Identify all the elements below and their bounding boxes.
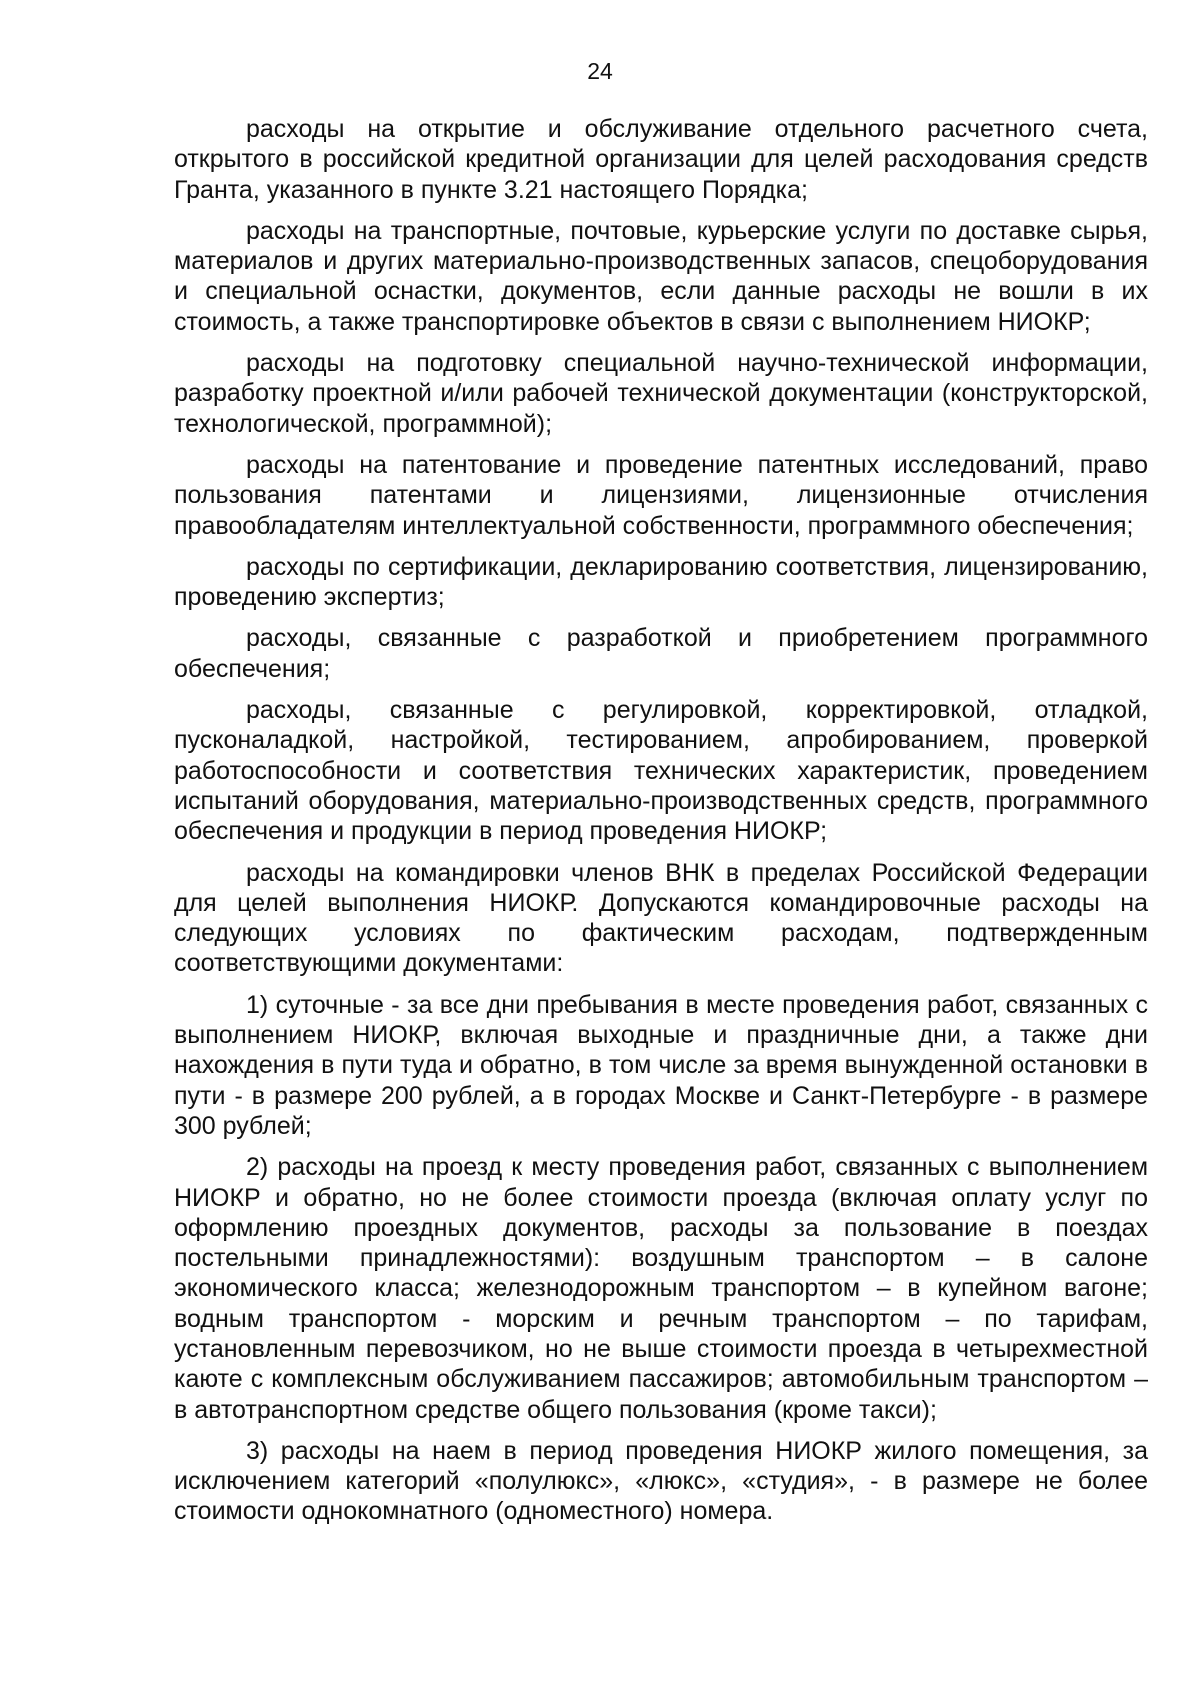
paragraph-software-expenses: расходы, связанные с разработкой и приобретением программного обеспечения;	[174, 624, 1148, 683]
paragraph-account-expenses: расходы на открытие и обслуживание отдельного расчетного счета, открытого в российской кредитной организации для целей расходования средств Гранта, указанного в пункте 3.21 настоящего Порядка;	[174, 115, 1148, 204]
paragraph-accommodation-costs: 3) расходы на наем в период проведения НИОКР жилого помещения, за исключением категорий «полулюкс», «люкс», «студия», - в размере не более стоимости однокомнатного (одноместного) номера.	[174, 1436, 1148, 1526]
paragraph-daily-allowance: 1) суточные - за все дни пребывания в месте проведения работ, связанных с выполнением НИОКР, включая выходные и праздничные дни, а также дни нахождения в пути туда и обратно, в том числе за время вынужденной остановки в пути - в размере 200 рублей, а в городах Москве и Санкт-Петербурге - в размере 300 рублей;	[174, 990, 1148, 1140]
paragraph-transport-expenses: расходы на транспортные, почтовые, курьерские услуги по доставке сырья, материалов и других материально-производственных запасов, спецоборудования и специальной оснастки, документов, если данные расходы не вошли в их стоимость, а также транспортировке объектов в связи с выполнением НИОКР;	[174, 216, 1148, 336]
paragraph-travel-costs: 2) расходы на проезд к месту проведения работ, связанных с выполнением НИОКР и обратно, но не более стоимости проезда (включая оплату услуг по оформлению проездных документов, расходы за пользование в поездах постельными принадлежностями): воздушным транспортом – в салоне экономического класса; железнодорожным транспортом – в купейном вагоне; водным транспортом - морским и речным транспортом – по тарифам, установленным перевозчиком, но не выше стоимости проезда в четырехместной каюте с комплексным обслуживанием пассажиров; автомобильным транспортом – в автотранспортном средстве общего пользования (кроме такси);	[174, 1153, 1148, 1424]
page-number: 24	[587, 58, 613, 84]
paragraph-documentation-expenses: расходы на подготовку специальной научно-технической информации, разработку проектной и/или рабочей технической документации (конструкторской, технологической, программной);	[174, 349, 1148, 438]
paragraph-testing-expenses: расходы, связанные с регулировкой, корректировкой, отладкой, пусконаладкой, настройкой, тестированием, апробированием, проверкой работоспособности и соответствия технических характеристик, проведением испытаний оборудования, материально-производственных средств, программного обеспечения и продукции в период проведения НИОКР;	[174, 696, 1148, 846]
paragraph-business-trip-expenses: расходы на командировки членов ВНК в пределах Российской Федерации для целей выполнения НИОКР. Допускаются командировочные расходы на следующих условиях по фактическим расходам, подтвержденным соответствующими документами:	[174, 858, 1148, 978]
document-body	[174, 114, 1148, 1538]
paragraph-certification-expenses: расходы по сертификации, декларированию соответствия, лицензированию, проведению экспертиз;	[174, 552, 1148, 612]
paragraph-patent-expenses: расходы на патентование и проведение патентных исследований, право пользования патентами и лицензиями, лицензионные отчисления правообладателям интеллектуальной собственности, программного обеспечения;	[174, 450, 1148, 540]
